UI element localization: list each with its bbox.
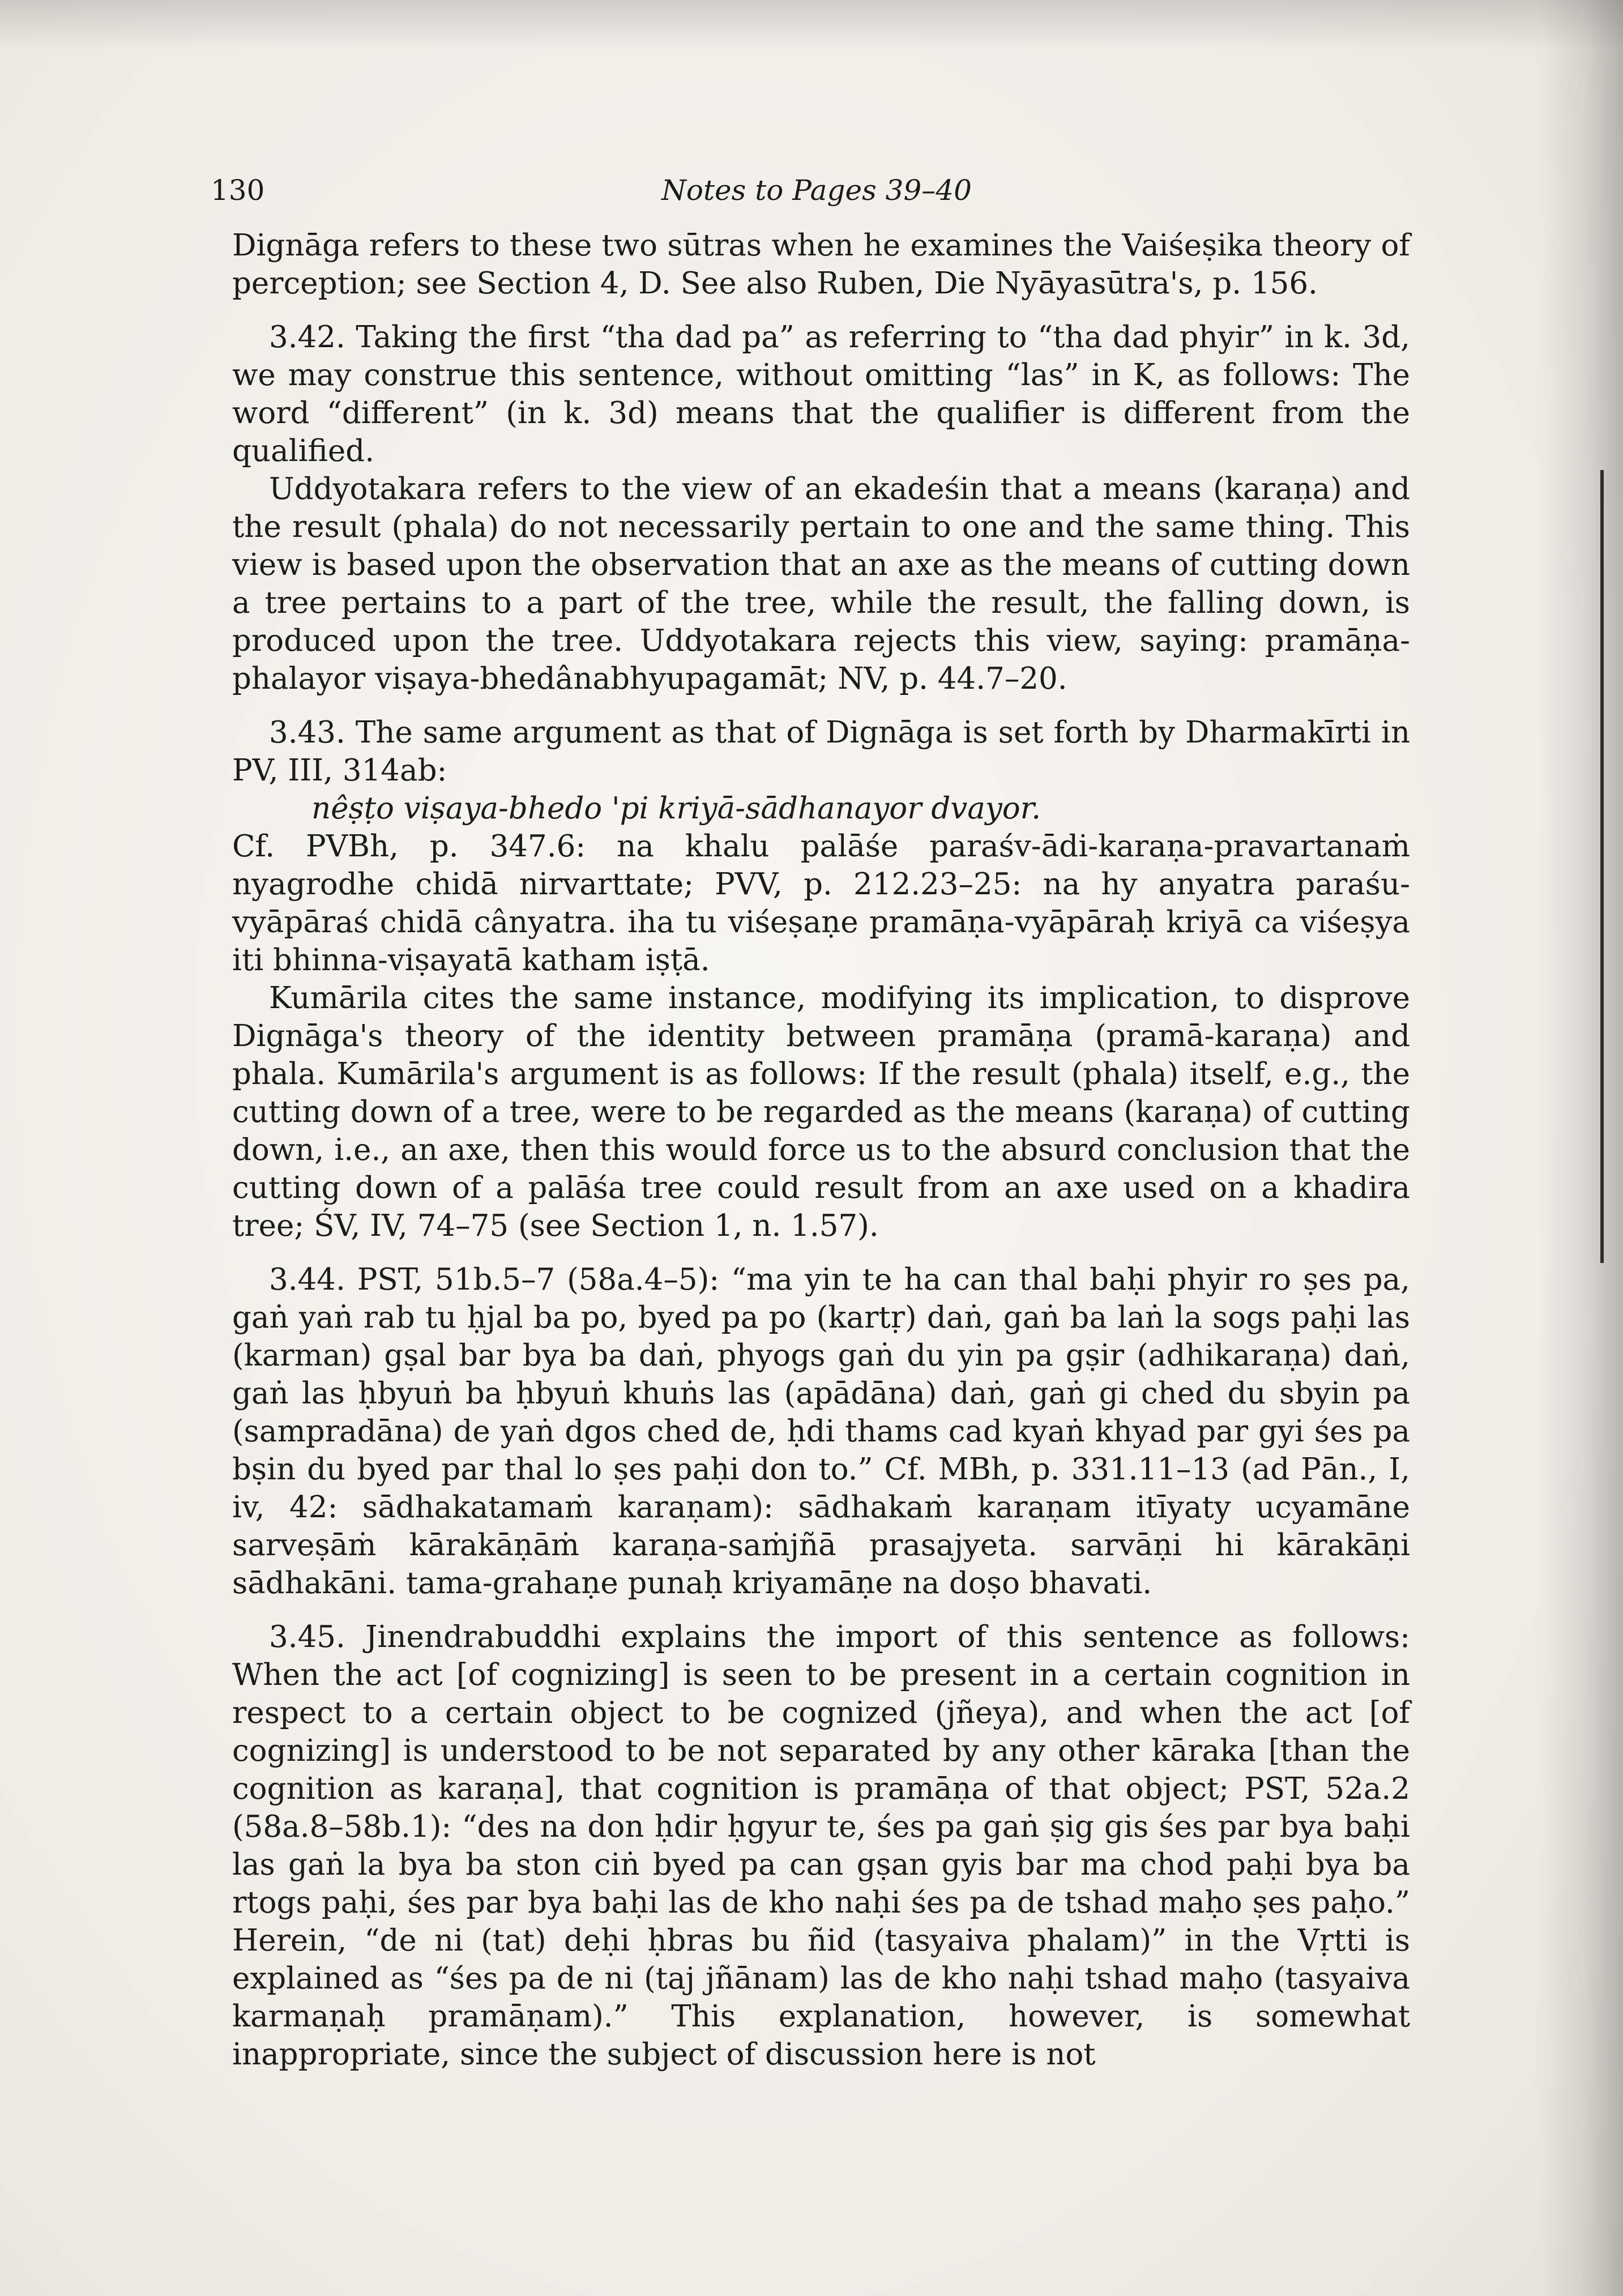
paragraph-cf-pvbh: Cf. PVBh, p. 347.6: na khalu palāśe paraśv-ādi-karaṇa-pravartanaṁ nyagrodhe chidā nirvarttate; PVV, p. 212.23–25: na hy anyatra paraśu-vyāpāraś chidā cânyatra. iha tu viśeṣaṇe pramāṇa-vyāpāraḥ kriyā ca viśeṣya iti bhinna-viṣayatā katham iṣṭā.	[232, 829, 1410, 978]
paragraph-uddyotakara: Uddyotakara refers to the view of an ekadeśin that a means (karaṇa) and the result (phala) do not necessarily pertain to one and the same thing. This view is based upon the observation that an axe as the means of cutting down a tree pertains to a part of the tree, while the result, the falling down, is produced upon the tree. Uddyotakara rejects this view, saying: pramāṇa-phalayor viṣaya-bhedânabhyupagamāt; NV, p. 44.7–20.	[232, 472, 1410, 696]
paragraph-continuation: Dignāga refers to these two sūtras when he examines the Vaiśeṣika theory of perception; see Section 4, D. See also Ruben, Die Nyāyasūtra's, p. 156.	[232, 228, 1410, 301]
note-3-42: 3.42. Taking the first “tha dad pa” as referring to “tha dad phyir” in k. 3d, we may construe this sentence, without omitting “las” in K, as follows: The word “different” (in k. 3d) means that the qualifier is different from the qualified.	[232, 320, 1410, 468]
page-number: 130	[211, 174, 265, 207]
note-3-44: 3.44. PST, 51b.5–7 (58a.4–5): “ma yin te ha can thal baḥi phyir ro ṣes pa, gaṅ yaṅ rab tu ḥjal ba po, byed pa po (kartṛ) daṅ, gaṅ ba laṅ la sogs paḥi las (karman) gṣal bar bya ba daṅ, phyogs gaṅ du yin pa gṣir (adhikaraṇa) daṅ, gaṅ las ḥbyuṅ ba ḥbyuṅ khuṅs las (apādāna) daṅ, gaṅ gi ched du sbyin pa (sampradāna) de yaṅ dgos ched de, ḥdi thams cad kyaṅ khyad par gyi śes pa bṣin du byed par thal lo ṣes paḥi don to.” Cf. MBh, p. 331.11–13 (ad Pān., I, iv, 42: sādhakatamaṁ karaṇam): sādhakaṁ karaṇam itīyaty ucyamāne sarveṣāṁ kārakāṇāṁ karaṇa-saṁjñā prasajyeta. sarvāṇi hi kārakāṇi sādhakāni. tama-grahaṇe punaḥ kriyamāṇe na doṣo bhavati.	[232, 1262, 1410, 1601]
scan-shadow-top	[0, 0, 1623, 51]
scan-shadow-right	[1538, 0, 1623, 2296]
notes-body	[232, 227, 1410, 2073]
verse-quote: nêṣṭo viṣaya-bhedo 'pi kriyā-sādhanayor dvayor.	[311, 791, 1041, 826]
running-head: Notes to Pages 39–40	[661, 174, 972, 207]
binding-edge-mark	[1600, 470, 1604, 1263]
paragraph-kumarila: Kumārila cites the same instance, modifying its implication, to disprove Dignāga's theory of the identity between pramāṇa (pramā-karaṇa) and phala. Kumārila's argument is as follows: If the result (phala) itself, e.g., the cutting down of a tree, were to be regarded as the means (karaṇa) of cutting down, i.e., an axe, then this would force us to the absurd conclusion that the cutting down of a palāśa tree could result from an axe used on a khadira tree; ŚV, IV, 74–75 (see Section 1, n. 1.57).	[232, 981, 1410, 1243]
page-header	[211, 168, 1423, 213]
note-3-45: 3.45. Jinendrabuddhi explains the import of this sentence as follows: When the act [of cognizing] is seen to be present in a certain cognition in respect to a certain object to be cognized (jñeya), and when the act [of cognizing] is understood to be not separated by any other kāraka [than the cognition as karaṇa], that cognition is pramāṇa of that object; PST, 52a.2 (58a.8–58b.1): “des na don ḥdir ḥgyur te, śes pa gaṅ ṣig gis śes par bya baḥi las gaṅ la bya ba ston ciṅ byed pa can gṣan gyis bar ma chod paḥi bya ba rtogs paḥi, śes par bya baḥi las de kho naḥi śes pa de tshad maḥo ṣes paḥo.” Herein, “de ni (tat) deḥi ḥbras bu ñid (tasyaiva phalam)” in the Vṛtti is explained as “śes pa de ni (taj jñānam) las de kho naḥi tshad maḥo (tasyaiva karmaṇaḥ pramāṇam).” This explanation, however, is somewhat inappropriate, since the subject of discussion here is not	[232, 1620, 1410, 2072]
note-3-43: 3.43. The same argument as that of Dignāga is set forth by Dharmakīrti in PV, III, 314ab:	[232, 715, 1410, 788]
